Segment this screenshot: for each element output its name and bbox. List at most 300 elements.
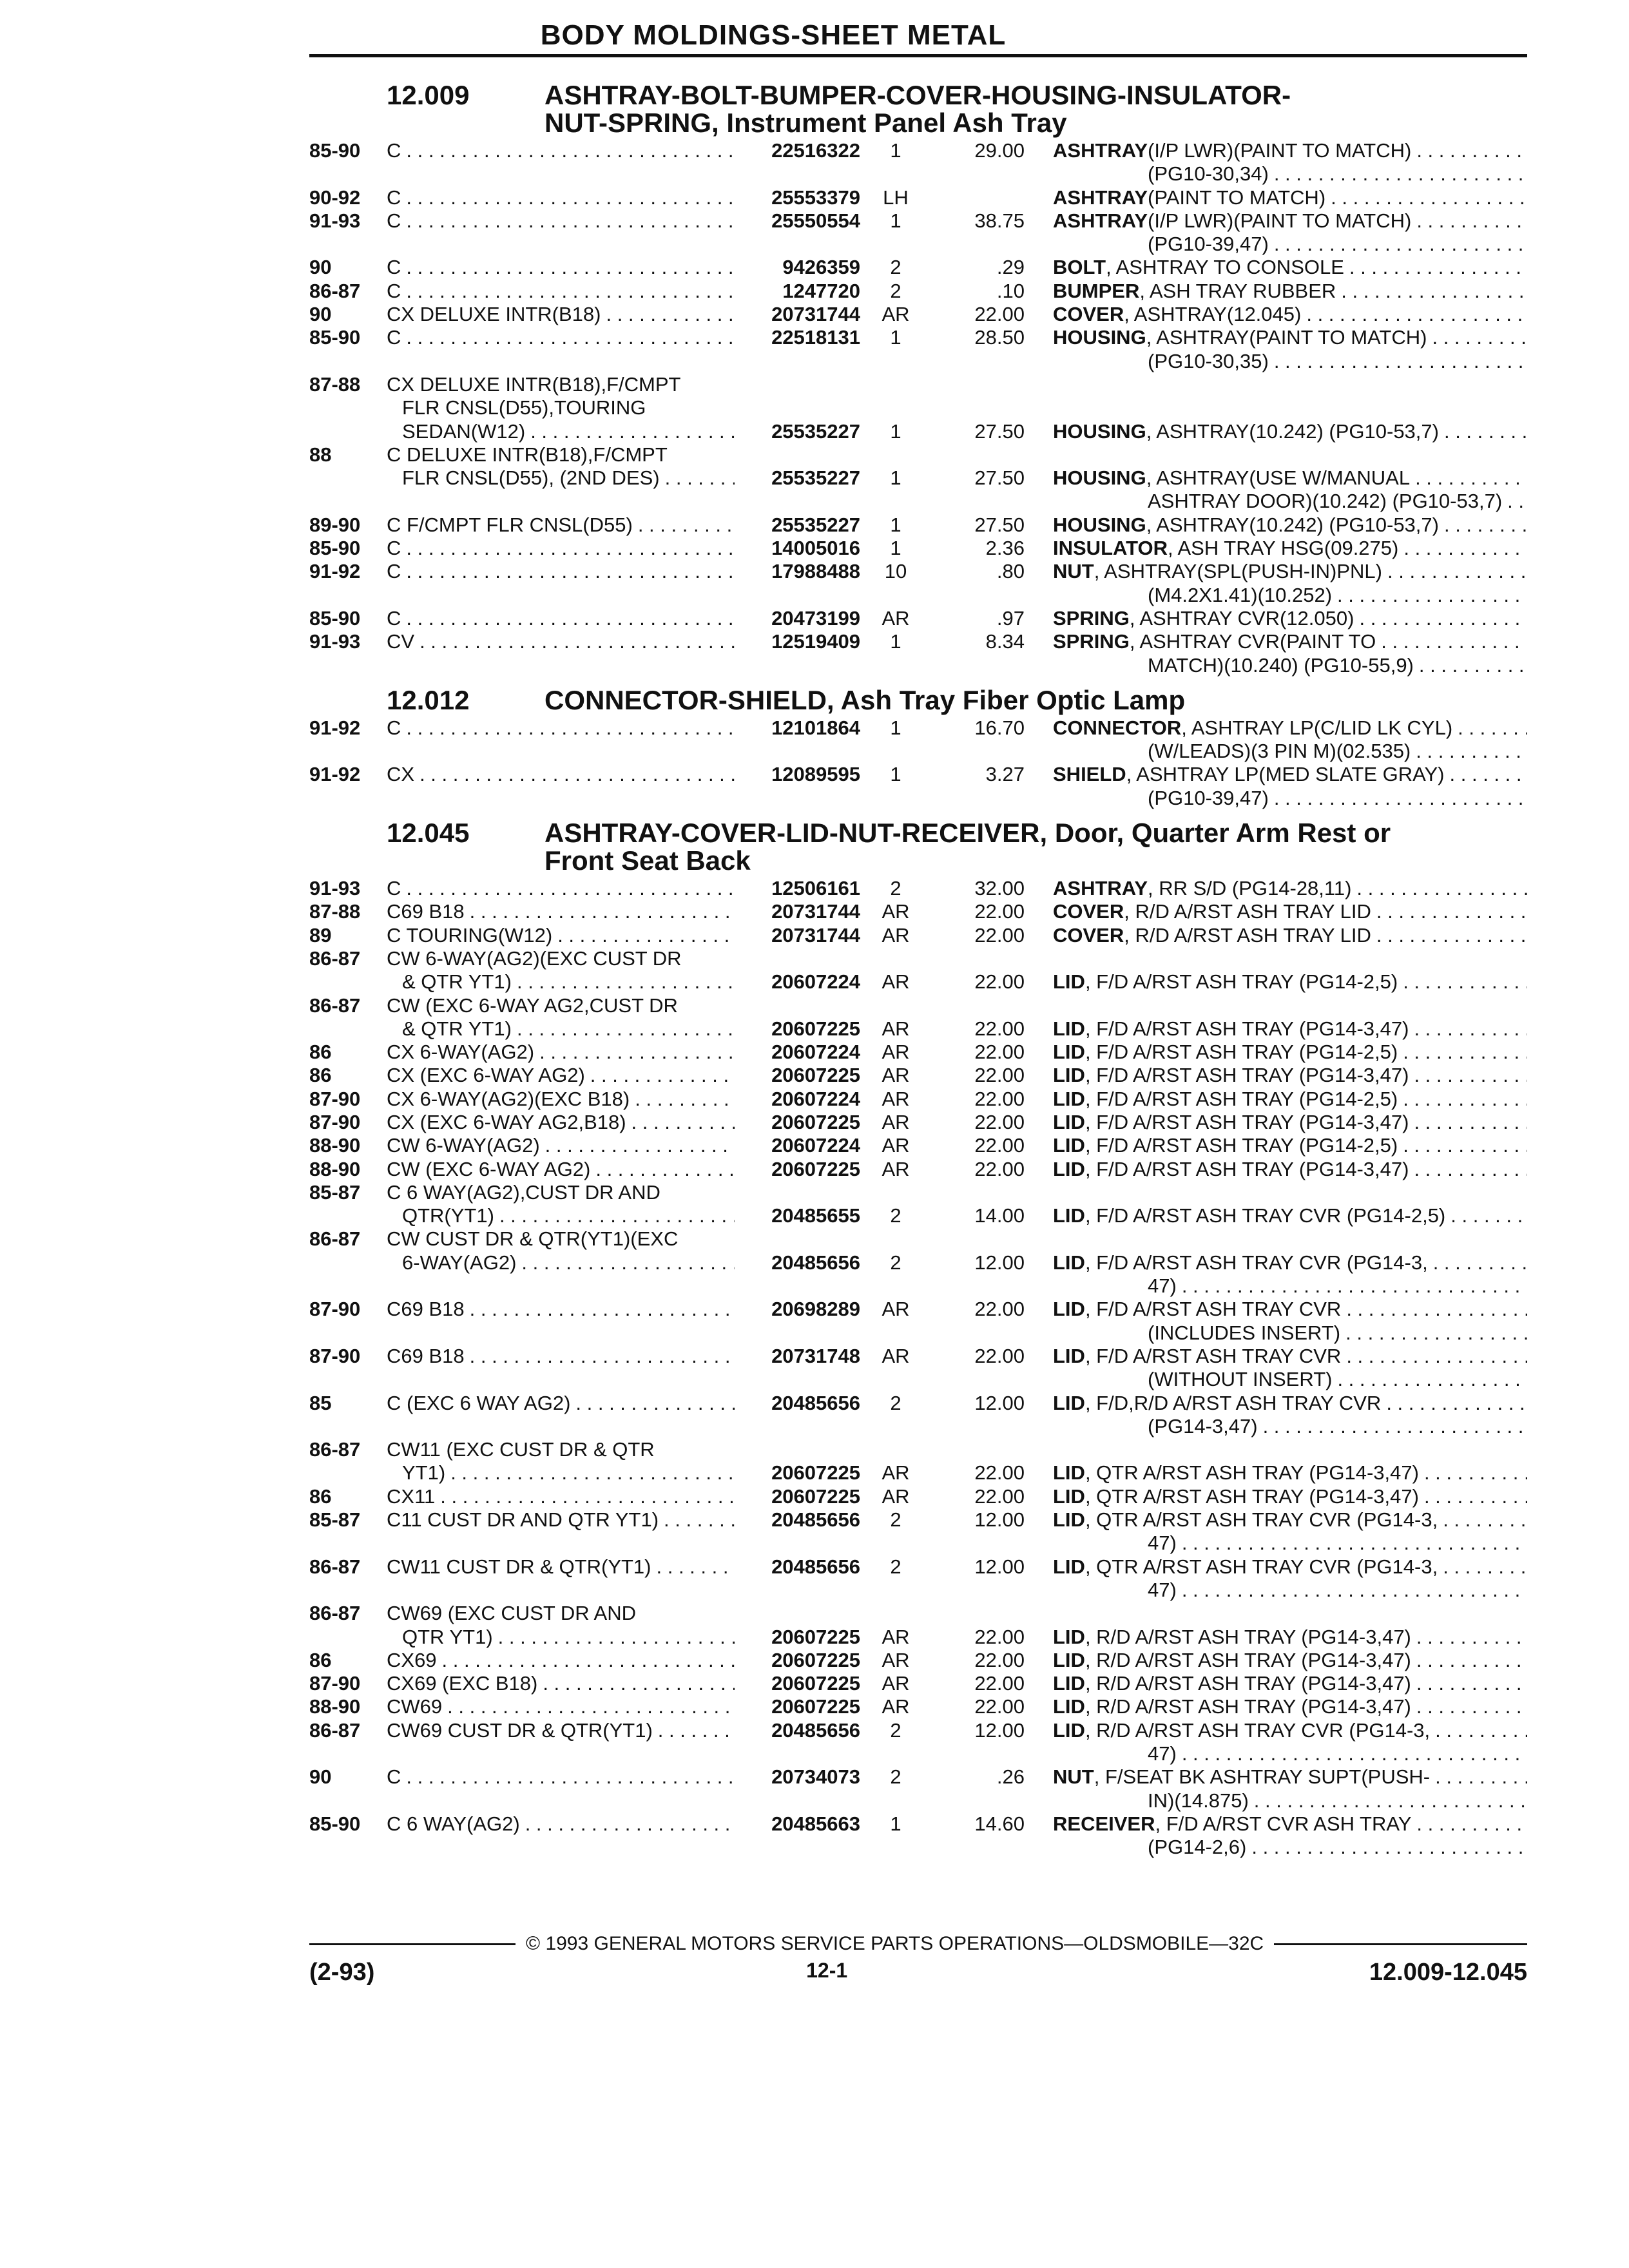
application: [387, 924, 735, 947]
part-name: BUMPER: [1053, 279, 1140, 302]
price: [925, 1438, 1025, 1461]
dot-leader: [493, 1626, 735, 1649]
quantity: 2: [890, 279, 901, 302]
dot-leader: [1269, 787, 1527, 810]
description: [1025, 1765, 1527, 1789]
model-years: 91-92: [309, 763, 361, 786]
part-name: LID: [1053, 1695, 1085, 1718]
application: [387, 186, 735, 209]
dot-leader: [1419, 1485, 1527, 1508]
part-description: , ASHTRAY(10.242) (PG10-53,7): [1146, 513, 1439, 536]
description-text: (WITHOUT INSERT): [1148, 1368, 1333, 1391]
description-continued: [1105, 1321, 1527, 1345]
part-name: LID: [1053, 1134, 1085, 1157]
application: [387, 1695, 735, 1718]
part-number: 20607225: [771, 1110, 860, 1133]
model-years: 85-90: [309, 139, 361, 162]
application-text: C: [387, 209, 401, 232]
quantity: AR: [882, 1041, 910, 1064]
part-number: [735, 994, 867, 1017]
quantity: [867, 1181, 925, 1204]
model-years: 87-88: [309, 372, 361, 396]
price: 22.00: [974, 1344, 1025, 1367]
table-row: [309, 233, 1527, 256]
model-years: 87-88: [309, 900, 361, 923]
part-number: 20607225: [771, 1485, 860, 1508]
part-description: , F/D A/RST ASH TRAY CVR (PG14-3,: [1084, 1251, 1428, 1274]
model-years: 86-87: [309, 279, 361, 302]
quantity: 1: [890, 209, 901, 232]
description: [1025, 466, 1527, 490]
description: [1025, 716, 1527, 740]
description: [1025, 1345, 1527, 1368]
description: [1025, 947, 1527, 970]
dot-leader: [1371, 900, 1527, 923]
application-text: CX11: [387, 1485, 436, 1508]
row-spacer: [387, 1836, 1105, 1859]
part-name: LID: [1053, 1485, 1085, 1508]
part-number: 20607225: [771, 1064, 860, 1087]
description: [1025, 443, 1527, 466]
quantity: [867, 443, 925, 466]
description: [1025, 1134, 1527, 1157]
part-description: , R/D A/RST ASH TRAY (PG14-3,47): [1084, 1625, 1411, 1648]
table-row: [309, 1415, 1527, 1438]
dot-leader: [401, 256, 735, 279]
part-description: , ASH TRAY RUBBER: [1139, 279, 1336, 302]
description: [1025, 280, 1527, 303]
quantity: AR: [882, 1064, 910, 1087]
application-text: CW (EXC 6-WAY AG2,CUST DR: [387, 994, 678, 1017]
dot-leader: [401, 1765, 735, 1789]
application: [387, 1719, 735, 1742]
part-description: , F/D A/RST ASH TRAY (PG14-3,47): [1084, 1110, 1409, 1133]
table-row: [309, 947, 1527, 970]
application: [387, 1251, 735, 1274]
model-years: 86: [309, 1485, 332, 1508]
model-years: 86-87: [309, 1227, 361, 1251]
application-text: CX (EXC 6-WAY AG2): [387, 1064, 585, 1087]
description-text: (PG14-2,6): [1148, 1836, 1247, 1859]
dot-leader: [1398, 1088, 1527, 1111]
table-row: [309, 1602, 1527, 1625]
model-years: [309, 1415, 387, 1438]
footer-rule-right: [1274, 1943, 1527, 1945]
quantity: 1: [890, 513, 901, 536]
application: [387, 1041, 735, 1064]
price: 16.70: [974, 716, 1025, 739]
model-years: [309, 466, 387, 490]
application-text: CX: [387, 763, 415, 786]
price: [925, 1602, 1025, 1625]
quantity: 1: [890, 419, 901, 443]
part-number: 20485656: [771, 1251, 860, 1274]
dot-leader: [1332, 584, 1527, 607]
quantity: AR: [882, 1298, 910, 1321]
description: [1025, 607, 1527, 630]
quantity: AR: [882, 970, 910, 994]
dot-leader: [1325, 186, 1527, 209]
description: [1025, 373, 1527, 396]
part-number: [735, 443, 867, 466]
table-row: [309, 1345, 1527, 1368]
dot-leader: [401, 537, 735, 560]
row-spacer: [387, 584, 1105, 607]
part-number: [735, 1227, 867, 1251]
application-text: C69 B18: [387, 1298, 465, 1321]
price: 22.00: [974, 1041, 1025, 1064]
description-continued: [1105, 350, 1527, 373]
application: [387, 1181, 735, 1204]
dot-leader: [651, 1555, 735, 1579]
dot-leader: [437, 1649, 735, 1672]
dot-leader: [1177, 1532, 1527, 1555]
application: [387, 994, 735, 1017]
table-row: [309, 924, 1527, 947]
part-number: [735, 1181, 867, 1204]
part-number: 25535227: [771, 419, 860, 443]
description-continued: [1105, 787, 1527, 810]
price: 22.00: [974, 1648, 1025, 1671]
table-row: [309, 256, 1527, 279]
part-number: [735, 396, 867, 419]
application-text: C: [387, 716, 401, 739]
part-description: , F/D A/RST ASH TRAY (PG14-2,5): [1084, 1041, 1398, 1064]
description: [1025, 1111, 1527, 1134]
price: 22.00: [974, 1461, 1025, 1485]
table-row: [309, 466, 1527, 490]
part-name: LID: [1053, 1344, 1085, 1367]
section-title-line: ASHTRAY-BOLT-BUMPER-COVER-HOUSING-INSULATOR-: [545, 80, 1291, 110]
price: [925, 994, 1025, 1017]
description-continued: [1105, 1742, 1527, 1765]
part-number: 25535227: [771, 513, 860, 536]
part-number: 20485656: [771, 1718, 860, 1742]
application-text: CX DELUXE INTR(B18),F/CMPT: [387, 372, 681, 396]
application: [387, 466, 735, 490]
model-years: 91-93: [309, 877, 361, 900]
part-description: , F/D A/RST ASH TRAY CVR: [1084, 1298, 1342, 1321]
dot-leader: [1269, 162, 1527, 186]
price: 12.00: [974, 1718, 1025, 1742]
application-text: CW69 CUST DR & QTR(YT1): [387, 1718, 653, 1742]
quantity: AR: [882, 1461, 910, 1485]
dot-leader: [1445, 1204, 1527, 1227]
application: [387, 607, 735, 630]
model-years: 85: [309, 1391, 332, 1414]
model-years: [309, 1251, 387, 1274]
model-years: 85-87: [309, 1508, 361, 1532]
description-continued: [1105, 584, 1527, 607]
part-description: (I/P LWR)(PAINT TO MATCH): [1148, 209, 1412, 232]
dot-leader: [401, 209, 735, 233]
model-years: 90: [309, 256, 332, 279]
quantity: AR: [882, 1625, 910, 1648]
row-spacer: [387, 1789, 1105, 1812]
description-continued: [1105, 1532, 1527, 1555]
quantity: LH: [883, 186, 909, 209]
price: 29.00: [974, 139, 1025, 162]
part-name: SHIELD: [1053, 763, 1126, 786]
section-title-line: ASHTRAY-COVER-LID-NUT-RECEIVER, Door, Quarter Arm Rest or: [545, 818, 1391, 849]
price: 12.00: [974, 1508, 1025, 1532]
quantity: AR: [882, 923, 910, 947]
dot-leader: [653, 1719, 735, 1742]
model-years: 87-90: [309, 1110, 361, 1133]
dot-leader: [401, 607, 735, 630]
description: [1025, 537, 1527, 560]
part-description: , ASHTRAY(12.045): [1124, 303, 1302, 326]
dot-leader: [537, 1672, 735, 1695]
part-description: , ASHTRAY LP(MED SLATE GRAY): [1126, 763, 1445, 786]
dot-leader: [534, 1041, 735, 1064]
application: [387, 280, 735, 303]
table-row: [309, 490, 1527, 513]
description: [1025, 396, 1527, 419]
application-text: C69 B18: [387, 1344, 465, 1367]
table-row: [309, 280, 1527, 303]
part-name: RECEIVER: [1053, 1812, 1155, 1835]
row-spacer: [387, 1415, 1105, 1438]
part-description: , R/D A/RST ASH TRAY (PG14-3,47): [1084, 1648, 1411, 1671]
application: [387, 1508, 735, 1532]
table-row: [309, 1532, 1527, 1555]
part-description: , F/D A/RST ASH TRAY CVR: [1084, 1344, 1342, 1367]
part-name: LID: [1053, 970, 1085, 994]
section-title-line: CONNECTOR-SHIELD, Ash Tray Fiber Optic Lamp: [545, 684, 1186, 715]
table-row: [309, 877, 1527, 900]
price: 3.27: [985, 763, 1025, 786]
part-description: , F/D A/RST ASH TRAY (PG14-2,5): [1084, 1134, 1398, 1157]
table-row: [309, 1579, 1527, 1602]
part-description: , F/D A/RST ASH TRAY (PG14-3,47): [1084, 1017, 1409, 1040]
part-number: 20607225: [771, 1648, 860, 1671]
application: [387, 1017, 735, 1041]
dot-leader: [1411, 1649, 1527, 1672]
price: 12.00: [974, 1251, 1025, 1274]
table-row: [309, 139, 1527, 162]
description-text: IN)(14.875): [1148, 1789, 1249, 1812]
dot-leader: [1376, 630, 1527, 653]
dot-leader: [465, 1298, 735, 1321]
dot-leader: [1332, 1368, 1527, 1391]
model-years: 90: [309, 1765, 332, 1789]
table-row: [309, 584, 1527, 607]
price: 28.50: [974, 326, 1025, 349]
table-row: [309, 1251, 1527, 1274]
quantity: 10: [884, 560, 907, 583]
quantity: [867, 1227, 925, 1251]
description: [1025, 630, 1527, 653]
application-text: CW69: [387, 1695, 443, 1718]
part-name: ASHTRAY: [1053, 139, 1148, 162]
model-years: 85-90: [309, 326, 361, 349]
application: [387, 1672, 735, 1695]
table-row: [309, 1649, 1527, 1672]
table-row: [309, 186, 1527, 209]
description: [1025, 1041, 1527, 1064]
price: 22.00: [974, 1157, 1025, 1180]
part-number: 20607224: [771, 970, 860, 994]
dot-leader: [1258, 1415, 1527, 1438]
quantity: 1: [890, 1812, 901, 1835]
description: [1025, 763, 1527, 786]
dot-leader: [660, 466, 735, 490]
dot-leader: [626, 1111, 735, 1134]
price: [925, 1181, 1025, 1204]
model-years: [309, 1321, 387, 1345]
dot-leader: [512, 970, 735, 994]
model-years: 86: [309, 1064, 332, 1087]
table-row: [309, 1812, 1527, 1836]
part-description: , QTR A/RST ASH TRAY (PG14-3,47): [1084, 1485, 1419, 1508]
application-text: C: [387, 606, 401, 629]
table-row: [309, 900, 1527, 923]
part-number: 20485655: [771, 1204, 860, 1227]
table-row: [309, 1017, 1527, 1041]
model-years: 89: [309, 923, 332, 947]
dot-leader: [512, 1017, 735, 1041]
part-number: 14005016: [771, 537, 860, 560]
application-text: C TOURING(W12): [387, 923, 553, 947]
dot-leader: [1411, 139, 1527, 162]
quantity: 2: [890, 1391, 901, 1414]
application: [387, 947, 735, 970]
part-number: 22516322: [771, 139, 860, 162]
application-text: CW CUST DR & QTR(YT1)(EXC: [387, 1227, 679, 1251]
part-name: SPRING: [1053, 630, 1130, 653]
model-years: [309, 584, 387, 607]
quantity: AR: [882, 1157, 910, 1180]
table-row: [309, 1765, 1527, 1789]
application: [387, 1298, 735, 1321]
model-years: 89-90: [309, 513, 361, 536]
price: .80: [996, 560, 1025, 583]
part-name: LID: [1053, 1110, 1085, 1133]
description-continued: [1105, 1368, 1527, 1391]
price: 27.50: [974, 466, 1025, 490]
application-text: CX 6-WAY(AG2): [387, 1041, 535, 1064]
application: [387, 303, 735, 326]
table-row: [309, 1672, 1527, 1695]
application-text: C: [387, 186, 401, 209]
table-row: [309, 1368, 1527, 1391]
application: [387, 1088, 735, 1111]
dot-leader: [1398, 1041, 1527, 1064]
description: [1025, 924, 1527, 947]
model-years: [309, 654, 387, 677]
application-text: & QTR YT1): [402, 1017, 512, 1040]
header-rule: [309, 54, 1527, 57]
quantity: [867, 396, 925, 419]
application: [387, 1555, 735, 1579]
part-name: INSULATOR: [1053, 537, 1168, 560]
part-description: , F/D A/RST ASH TRAY (PG14-2,5): [1084, 1087, 1398, 1110]
model-years: [309, 740, 387, 763]
description-text: ASHTRAY DOOR)(10.242) (PG10-53,7): [1148, 490, 1503, 513]
dot-leader: [633, 514, 735, 537]
part-name: HOUSING: [1053, 466, 1146, 490]
model-years: [309, 1532, 387, 1555]
price: 22.00: [974, 1485, 1025, 1508]
description: [1025, 1064, 1527, 1087]
dot-leader: [445, 1461, 735, 1485]
model-years: [309, 1742, 387, 1765]
application-text: CW 6-WAY(AG2)(EXC CUST DR: [387, 947, 682, 970]
model-years: 87-90: [309, 1344, 361, 1367]
description-text: (W/LEADS)(3 PIN M)(02.535): [1148, 740, 1411, 763]
model-years: [309, 1836, 387, 1859]
description-text: 47): [1148, 1532, 1177, 1555]
description-text: (M4.2X1.41)(10.252): [1148, 583, 1333, 606]
description-continued: [1105, 1415, 1527, 1438]
quantity: AR: [882, 606, 910, 629]
part-name: ASHTRAY: [1053, 877, 1148, 900]
application-text: CX 6-WAY(AG2)(EXC B18): [387, 1087, 630, 1110]
model-years: [309, 970, 387, 994]
part-number: 20607224: [771, 1134, 860, 1157]
price: [925, 396, 1025, 419]
description: [1025, 1695, 1527, 1718]
price: 14.60: [974, 1812, 1025, 1835]
part-number: 9426359: [782, 256, 860, 279]
application-text: & QTR YT1): [402, 970, 512, 994]
part-number: 20607225: [771, 1625, 860, 1648]
dot-leader: [1439, 514, 1527, 537]
description: [1025, 1392, 1527, 1415]
part-name: COVER: [1053, 923, 1124, 947]
application-text: C: [387, 560, 401, 583]
model-years: 91-93: [309, 630, 361, 653]
price: 22.00: [974, 303, 1025, 326]
dot-leader: [414, 763, 735, 786]
description: [1025, 1626, 1527, 1649]
dot-leader: [1502, 490, 1527, 513]
application: [387, 1626, 735, 1649]
table-row: [309, 1438, 1527, 1461]
part-number: 20485656: [771, 1555, 860, 1578]
price: 22.00: [974, 970, 1025, 994]
description: [1025, 1088, 1527, 1111]
part-name: LID: [1053, 1625, 1085, 1648]
table-row: [309, 420, 1527, 443]
application-text: QTR YT1): [402, 1625, 493, 1648]
part-name: LID: [1053, 1391, 1085, 1414]
table-row: [309, 1695, 1527, 1718]
part-number: 20607224: [771, 1087, 860, 1110]
quantity: 1: [890, 763, 901, 786]
quantity: AR: [882, 1344, 910, 1367]
model-years: [309, 420, 387, 443]
price: [925, 1227, 1025, 1251]
application: [387, 139, 735, 162]
description: [1025, 970, 1527, 994]
application-text: C DELUXE INTR(B18),F/CMPT: [387, 443, 668, 466]
row-spacer: [387, 1368, 1105, 1391]
application: [387, 537, 735, 560]
model-years: 86-87: [309, 1555, 361, 1578]
part-name: NUT: [1053, 560, 1094, 583]
description: [1025, 326, 1527, 349]
application-text: C: [387, 326, 401, 349]
description: [1025, 900, 1527, 923]
quantity: [867, 994, 925, 1017]
application: [387, 1461, 735, 1485]
part-name: LID: [1053, 1251, 1085, 1274]
table-row: [309, 1134, 1527, 1157]
model-years: 88: [309, 443, 332, 466]
model-years: 91-92: [309, 716, 361, 739]
